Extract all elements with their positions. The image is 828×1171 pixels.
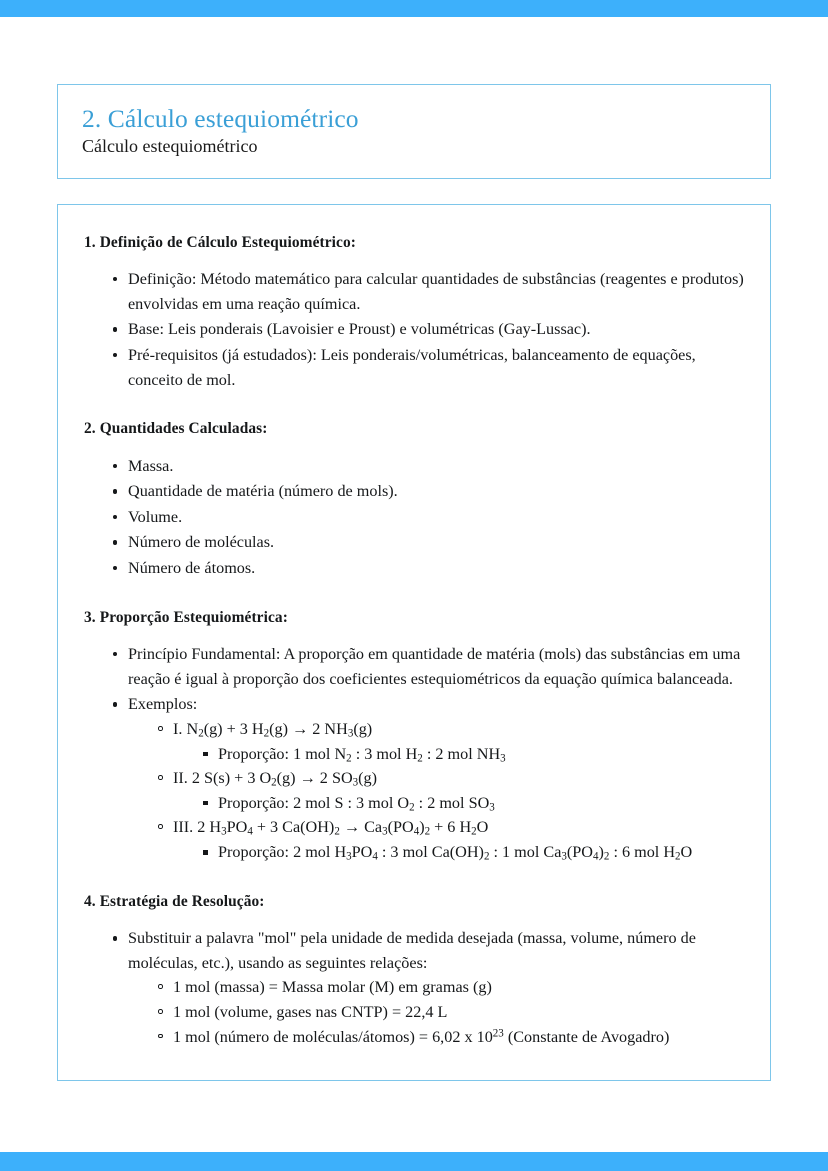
relation-item: 1 mol (volume, gases nas CNTP) = 22,4 L [156,1000,744,1025]
proportion-list [173,742,744,767]
list-item: Quantidade de matéria (número de mols). [111,479,744,504]
list-item: Número de átomos. [111,556,744,581]
list-item: Volume. [111,505,744,530]
list-item: Substituir a palavra "mol" pela unidade de medida desejada (massa, volume, número de moléculas, etc.), usando as seguintes relações: 1 mol (massa) = Massa molar (M) em gramas (g) 1 mol (volume, gases nas CNTP) = 22,4 L 1 mol (número de moléculas/átomos) = 6,02 x $10^{23}$ (Constante de Avogadro) [111,926,744,1049]
section-heading: 2. Quantidades Calculadas: [84,420,268,438]
bullet-list [84,926,744,1049]
relation-list [128,975,744,1049]
bullet-list [84,454,744,581]
page-subtitle: Cálculo estequiométrico [82,136,258,157]
list-item: Exemplos: I. $N_2(g) + 3$ $H_2(g) \to 2$ $NH_3(g)$ Proporção: 1 mol $N_2$ : 3 mol $H_2$ : 2 mol $NH_3$ II. 2 S(s) + 3 $O_2(g) \to 2$ $SO_3(g)$ Proporção: 2 mol S : 3 mol $O_2$ : 2 mol $SO_3$ III. 2 $H_3PO_4 + 3$ $Ca(OH)_2 \to Ca_3(PO_4)_2 + 6$ $H_2O$ Proporção: 2 mol $H_3PO_4$ : 3 mol $Ca(OH)_2$ : 1 mol $Ca_3(PO_4)_2$ : 6 mol $H_2O$ [111,692,744,864]
example-list [128,717,744,865]
content-section [84,890,744,1050]
example-proportion: Proporção: 2 mol $H_3PO_4$ : 3 mol $Ca(OH)_2$ : 1 mol $Ca_3(PO_4)_2$ : 6 mol $H_2O$ [201,840,744,865]
list-item: Princípio Fundamental: A proporção em quantidade de matéria (mols) das substâncias em uma reação é igual à proporção dos coeficientes estequiométricos da equação química balanceada. [111,642,744,691]
title-card [57,84,771,179]
proportion-list [173,840,744,865]
list-item: Definição: Método matemático para calcular quantidades de substâncias (reagentes e produtos) envolvidas em uma reação química. [111,267,744,316]
bullet-list [84,642,744,865]
page-top-accent-bar [0,0,828,17]
section-heading: 1. Definição de Cálculo Estequiométrico: [84,233,357,251]
content-card [57,204,771,1082]
list-item: Pré-requisitos (já estudados): Leis ponderais/volumétricas, balanceamento de equações, conceito de mol. [111,343,744,392]
list-item: Massa. [111,454,744,479]
content-section [84,417,744,581]
bullet-list [84,267,744,392]
example-proportion: Proporção: 1 mol $N_2$ : 3 mol $H_2$ : 2 mol $NH_3$ [201,742,744,767]
list-item: Base: Leis ponderais (Lavoisier e Proust) e volumétricas (Gay-Lussac). [111,317,744,342]
proportion-list [173,791,744,816]
page-body [0,17,828,1081]
content-section [84,231,744,393]
relation-item: 1 mol (massa) = Massa molar (M) em gramas (g) [156,975,744,1000]
example-equation: III. 2 $H_3PO_4 + 3$ $Ca(OH)_2 \to Ca_3(PO_4)_2 + 6$ $H_2O$ Proporção: 2 mol $H_3PO_4$ : 3 mol $Ca(OH)_2$ : 1 mol $Ca_3(PO_4)_2$ : 6 mol $H_2O$ [156,815,744,864]
relation-item: 1 mol (número de moléculas/átomos) = 6,02 x $10^{23}$ (Constante de Avogadro) [156,1025,744,1050]
page-title: 2. Cálculo estequiométrico [82,104,359,133]
document-content [84,231,744,1050]
content-section [84,606,744,865]
page-bottom-accent-bar [0,1152,828,1171]
section-heading: 4. Estratégia de Resolução: [84,892,265,910]
example-equation: II. 2 S(s) + 3 $O_2(g) \to 2$ $SO_3(g)$ Proporção: 2 mol S : 3 mol $O_2$ : 2 mol $SO_3$ [156,766,744,815]
example-proportion: Proporção: 2 mol S : 3 mol $O_2$ : 2 mol $SO_3$ [201,791,744,816]
example-equation: I. $N_2(g) + 3$ $H_2(g) \to 2$ $NH_3(g)$ Proporção: 1 mol $N_2$ : 3 mol $H_2$ : 2 mol $NH_3$ [156,717,744,766]
list-item: Número de moléculas. [111,530,744,555]
section-heading: 3. Proporção Estequiométrica: [84,608,288,626]
